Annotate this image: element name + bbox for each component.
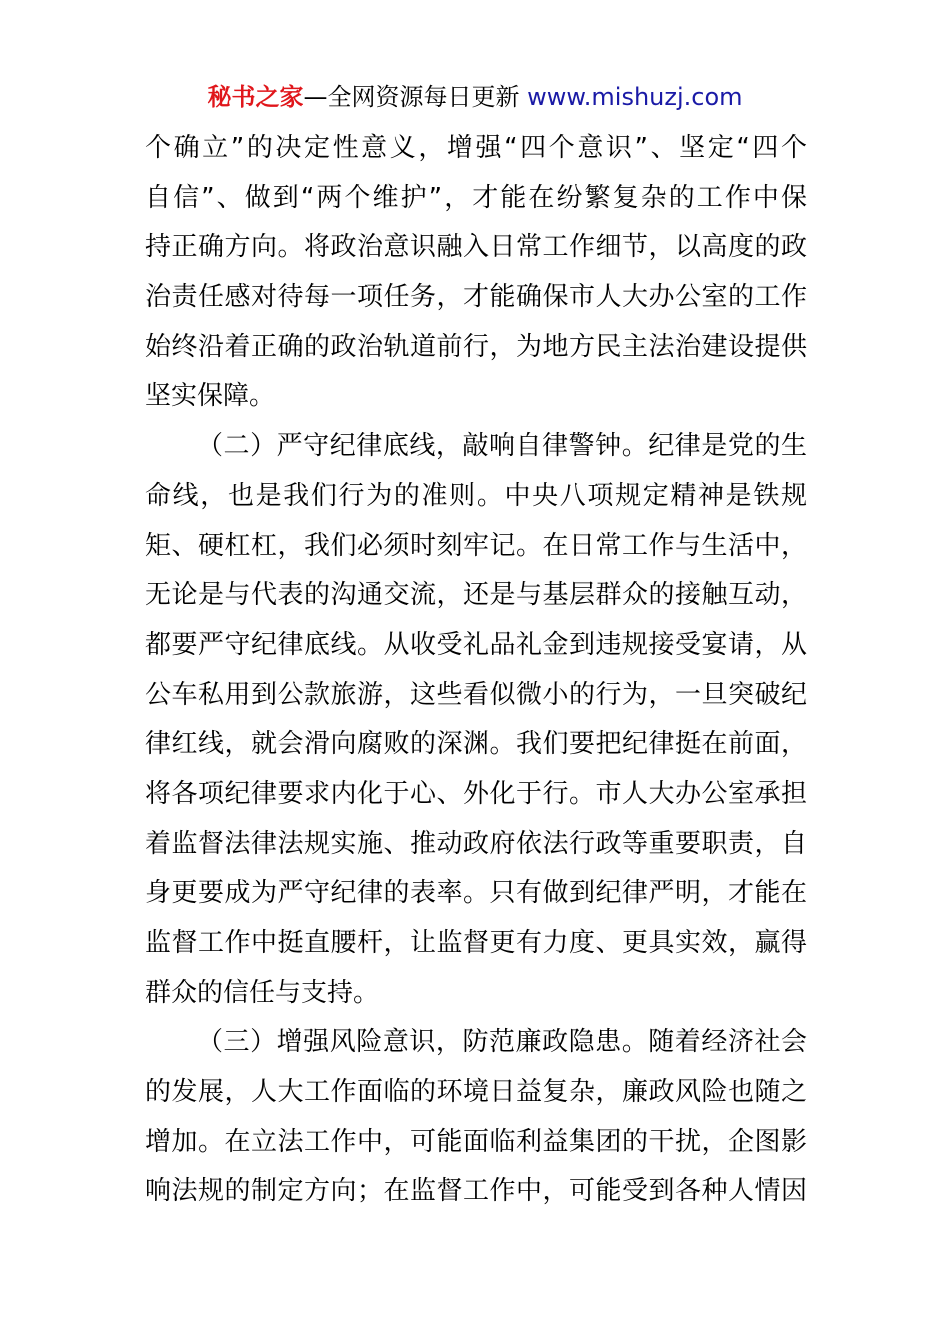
text-line: 自信”、做到“两个维护”，才能在纷繁复杂的工作中保 — [145, 182, 807, 213]
text-line: 监督工作中挺直腰杆，让监督更有力度、更具实效，赢得 — [145, 928, 807, 958]
text-line: 律红线，就会滑向腐败的深渊。我们要把纪律挺在前面， — [145, 729, 807, 760]
text-line: 无论是与代表的沟通交流，还是与基层群众的接触互动， — [145, 580, 807, 611]
section-heading-line: （三）增强风险意识，防范廉政隐患。随着经济社会 — [197, 1027, 807, 1058]
text-line: 着监督法律法规实施、推动政府依法行政等重要职责，自 — [145, 828, 807, 859]
text-line: 命线，也是我们行为的准则。中央八项规定精神是铁规 — [145, 480, 807, 511]
text-line: 的发展，人大工作面临的环境日益复杂，廉政风险也随之 — [145, 1077, 807, 1108]
text-line: 将各项纪律要求内化于心、外化于行。市人大办公室承担 — [145, 778, 807, 809]
text-line: 响法规的制定方向；在监督工作中，可能受到各种人情因 — [145, 1176, 807, 1207]
text-line: 都要严守纪律底线。从收受礼品礼金到违规接受宴请，从 — [145, 629, 807, 660]
text-line: 始终沿着正确的政治轨道前行，为地方民主法治建设提供 — [145, 331, 807, 362]
site-header — [0, 80, 950, 114]
text-line: 矩、硬杠杠，我们必须时刻牢记。在日常工作与生活中， — [145, 530, 807, 561]
text-line: 治责任感对待每一项任务，才能确保市人大办公室的工作 — [145, 282, 807, 313]
document-body — [145, 124, 807, 1217]
site-url-link[interactable]: www.mishuzj.com — [527, 83, 743, 111]
section-heading-line: （二）严守纪律底线，敲响自律警钟。纪律是党的生 — [197, 431, 807, 462]
text-line: 个确立”的决定性意义，增强“四个意识”、坚定“四个 — [145, 133, 807, 163]
text-line: 坚实保障。 — [145, 381, 276, 412]
text-line: 持正确方向。将政治意识融入日常工作细节，以高度的政 — [145, 232, 807, 263]
text-line: 身更要成为严守纪律的表率。只有做到纪律严明，才能在 — [145, 878, 807, 909]
text-line: 群众的信任与支持。 — [145, 977, 380, 1008]
site-brand: 秘书之家 — [207, 83, 304, 111]
site-tagline: —全网资源每日更新 — [303, 83, 528, 111]
text-line: 增加。在立法工作中，可能面临利益集团的干扰，企图影 — [145, 1126, 807, 1157]
text-line: 公车私用到公款旅游，这些看似微小的行为，一旦突破纪 — [145, 679, 807, 710]
